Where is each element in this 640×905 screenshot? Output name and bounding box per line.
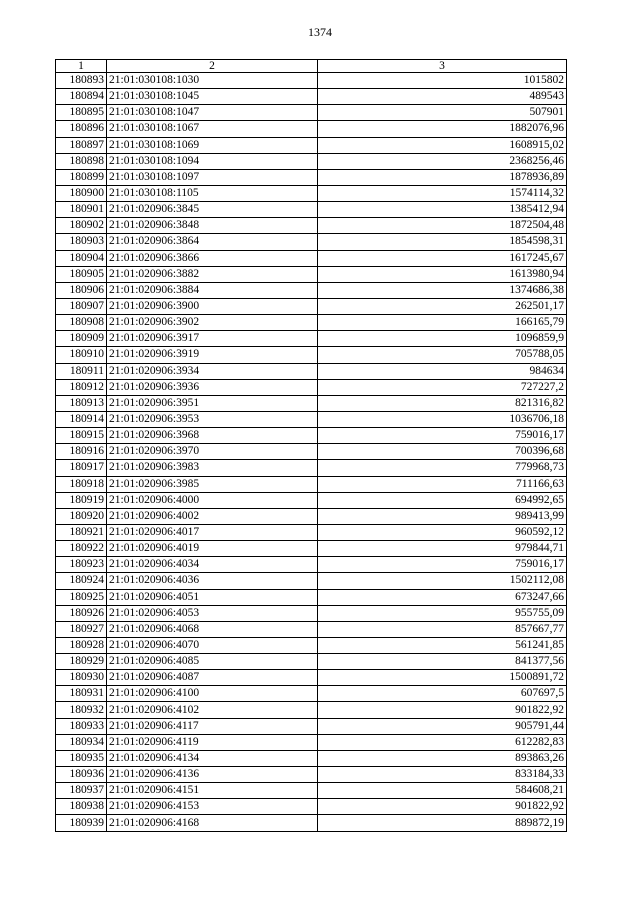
cadastral-number-cell: 21:01:030108:1067: [107, 121, 318, 137]
table-row: [56, 105, 567, 121]
table-row: [56, 153, 567, 169]
cadastral-value-cell: 1608915,02: [318, 137, 567, 153]
table-row: [56, 89, 567, 105]
row-number-cell: 180934: [56, 734, 107, 750]
cadastral-value-cell: 759016,17: [318, 557, 567, 573]
row-number-cell: 180916: [56, 444, 107, 460]
cadastral-value-cell: 1502112,08: [318, 573, 567, 589]
cadastral-number-cell: 21:01:020906:3902: [107, 315, 318, 331]
cadastral-value-cell: 612282,83: [318, 734, 567, 750]
cadastral-value-cell: 705788,05: [318, 347, 567, 363]
table-row: [56, 767, 567, 783]
row-number-cell: 180900: [56, 185, 107, 201]
cadastral-value-cell: 262501,17: [318, 298, 567, 314]
row-number-cell: 180915: [56, 428, 107, 444]
table-row: [56, 799, 567, 815]
cadastral-number-cell: 21:01:020906:3845: [107, 202, 318, 218]
row-number-cell: 180929: [56, 654, 107, 670]
table-row: [56, 492, 567, 508]
cadastral-number-cell: 21:01:020906:3934: [107, 363, 318, 379]
cadastral-number-cell: 21:01:030108:1030: [107, 73, 318, 89]
cadastral-number-cell: 21:01:020906:3900: [107, 298, 318, 314]
cadastral-number-cell: 21:01:020906:3884: [107, 282, 318, 298]
row-number-cell: 180895: [56, 105, 107, 121]
cadastral-value-cell: 1882076,96: [318, 121, 567, 137]
cadastral-value-table: [55, 59, 567, 832]
row-number-cell: 180927: [56, 621, 107, 637]
cadastral-number-cell: 21:01:020906:3985: [107, 476, 318, 492]
row-number-cell: 180939: [56, 815, 107, 831]
row-number-cell: 180897: [56, 137, 107, 153]
cadastral-number-cell: 21:01:020906:3917: [107, 331, 318, 347]
cadastral-number-cell: 21:01:020906:4168: [107, 815, 318, 831]
table-row: [56, 702, 567, 718]
row-number-cell: 180917: [56, 460, 107, 476]
cadastral-number-cell: 21:01:020906:4100: [107, 686, 318, 702]
cadastral-number-cell: 21:01:020906:4068: [107, 621, 318, 637]
cadastral-number-cell: 21:01:030108:1045: [107, 89, 318, 105]
row-number-cell: 180930: [56, 670, 107, 686]
row-number-cell: 180921: [56, 524, 107, 540]
cadastral-number-cell: 21:01:020906:3882: [107, 266, 318, 282]
cadastral-value-cell: 984634: [318, 363, 567, 379]
table-row: [56, 734, 567, 750]
table-body: [56, 73, 567, 832]
cadastral-value-cell: 821316,82: [318, 395, 567, 411]
table-row: [56, 573, 567, 589]
table-header-row: [56, 60, 567, 73]
cadastral-value-cell: 1613980,94: [318, 266, 567, 282]
row-number-cell: 180923: [56, 557, 107, 573]
cadastral-number-cell: 21:01:020906:4136: [107, 767, 318, 783]
cadastral-number-cell: 21:01:030108:1047: [107, 105, 318, 121]
cadastral-number-cell: 21:01:020906:4151: [107, 783, 318, 799]
row-number-cell: 180922: [56, 541, 107, 557]
row-number-cell: 180906: [56, 282, 107, 298]
cadastral-number-cell: 21:01:020906:4017: [107, 524, 318, 540]
cadastral-value-cell: 960592,12: [318, 524, 567, 540]
cadastral-value-cell: 759016,17: [318, 428, 567, 444]
cadastral-value-cell: 889872,19: [318, 815, 567, 831]
cadastral-number-cell: 21:01:030108:1097: [107, 169, 318, 185]
cadastral-value-cell: 673247,66: [318, 589, 567, 605]
cadastral-value-cell: 166165,79: [318, 315, 567, 331]
cadastral-number-cell: 21:01:020906:3866: [107, 250, 318, 266]
row-number-cell: 180935: [56, 750, 107, 766]
cadastral-number-cell: 21:01:020906:3919: [107, 347, 318, 363]
table-row: [56, 605, 567, 621]
table-row: [56, 541, 567, 557]
row-number-cell: 180911: [56, 363, 107, 379]
table-row: [56, 169, 567, 185]
row-number-cell: 180907: [56, 298, 107, 314]
table-row: [56, 444, 567, 460]
row-number-cell: 180928: [56, 637, 107, 653]
cadastral-number-cell: 21:01:020906:4019: [107, 541, 318, 557]
cadastral-value-cell: 561241,85: [318, 637, 567, 653]
row-number-cell: 180914: [56, 411, 107, 427]
cadastral-number-cell: 21:01:020906:4117: [107, 718, 318, 734]
cadastral-value-cell: 507901: [318, 105, 567, 121]
table-row: [56, 395, 567, 411]
table-row: [56, 476, 567, 492]
cadastral-number-cell: 21:01:020906:3848: [107, 218, 318, 234]
cadastral-value-cell: 1617245,67: [318, 250, 567, 266]
row-number-cell: 180925: [56, 589, 107, 605]
page-number: 1374: [308, 25, 332, 39]
cadastral-value-cell: 1878936,89: [318, 169, 567, 185]
cadastral-value-cell: 1096859,9: [318, 331, 567, 347]
table-row: [56, 621, 567, 637]
cadastral-value-cell: 979844,71: [318, 541, 567, 557]
row-number-cell: 180932: [56, 702, 107, 718]
cadastral-number-cell: 21:01:020906:3864: [107, 234, 318, 250]
table-row: [56, 347, 567, 363]
row-number-cell: 180896: [56, 121, 107, 137]
cadastral-value-cell: 833184,33: [318, 767, 567, 783]
table-row: [56, 73, 567, 89]
cadastral-number-cell: 21:01:020906:3983: [107, 460, 318, 476]
row-number-cell: 180919: [56, 492, 107, 508]
cadastral-value-cell: 727227,2: [318, 379, 567, 395]
table-row: [56, 508, 567, 524]
row-number-cell: 180924: [56, 573, 107, 589]
cadastral-value-cell: 1574114,32: [318, 185, 567, 201]
table-row: [56, 783, 567, 799]
column-header-3: 3: [318, 60, 567, 73]
cadastral-value-cell: 1036706,18: [318, 411, 567, 427]
cadastral-value-cell: 989413,99: [318, 508, 567, 524]
row-number-cell: 180926: [56, 605, 107, 621]
table-row: [56, 282, 567, 298]
table-row: [56, 654, 567, 670]
cadastral-number-cell: 21:01:020906:4000: [107, 492, 318, 508]
cadastral-value-cell: 893863,26: [318, 750, 567, 766]
row-number-cell: 180909: [56, 331, 107, 347]
cadastral-number-cell: 21:01:020906:3936: [107, 379, 318, 395]
cadastral-number-cell: 21:01:020906:4036: [107, 573, 318, 589]
table-row: [56, 298, 567, 314]
cadastral-number-cell: 21:01:020906:3953: [107, 411, 318, 427]
table-row: [56, 137, 567, 153]
cadastral-number-cell: 21:01:020906:3968: [107, 428, 318, 444]
row-number-cell: 180899: [56, 169, 107, 185]
table-row: [56, 234, 567, 250]
table-row: [56, 250, 567, 266]
cadastral-number-cell: 21:01:030108:1094: [107, 153, 318, 169]
cadastral-number-cell: 21:01:020906:4134: [107, 750, 318, 766]
table-row: [56, 686, 567, 702]
cadastral-value-cell: 584608,21: [318, 783, 567, 799]
row-number-cell: 180933: [56, 718, 107, 734]
table-row: [56, 589, 567, 605]
table-row: [56, 460, 567, 476]
row-number-cell: 180902: [56, 218, 107, 234]
cadastral-number-cell: 21:01:020906:4087: [107, 670, 318, 686]
row-number-cell: 180898: [56, 153, 107, 169]
cadastral-number-cell: 21:01:030108:1069: [107, 137, 318, 153]
cadastral-value-cell: 1872504,48: [318, 218, 567, 234]
table-row: [56, 218, 567, 234]
cadastral-value-cell: 1015802: [318, 73, 567, 89]
row-number-cell: 180901: [56, 202, 107, 218]
cadastral-number-cell: 21:01:020906:4002: [107, 508, 318, 524]
table-row: [56, 815, 567, 831]
table-row: [56, 185, 567, 201]
row-number-cell: 180931: [56, 686, 107, 702]
cadastral-value-cell: 1385412,94: [318, 202, 567, 218]
cadastral-value-cell: 607697,5: [318, 686, 567, 702]
cadastral-number-cell: 21:01:020906:4102: [107, 702, 318, 718]
row-number-cell: 180908: [56, 315, 107, 331]
table-row: [56, 331, 567, 347]
row-number-cell: 180913: [56, 395, 107, 411]
cadastral-value-cell: 711166,63: [318, 476, 567, 492]
cadastral-number-cell: 21:01:020906:4053: [107, 605, 318, 621]
cadastral-number-cell: 21:01:020906:4034: [107, 557, 318, 573]
cadastral-number-cell: 21:01:020906:4051: [107, 589, 318, 605]
table-row: [56, 202, 567, 218]
cadastral-number-cell: 21:01:020906:4153: [107, 799, 318, 815]
cadastral-value-cell: 841377,56: [318, 654, 567, 670]
cadastral-value-cell: 905791,44: [318, 718, 567, 734]
table-row: [56, 266, 567, 282]
table-row: [56, 379, 567, 395]
table-row: [56, 315, 567, 331]
cadastral-value-cell: 901822,92: [318, 702, 567, 718]
table-row: [56, 637, 567, 653]
cadastral-number-cell: 21:01:020906:4085: [107, 654, 318, 670]
table-row: [56, 718, 567, 734]
table-row: [56, 524, 567, 540]
cadastral-value-cell: 857667,77: [318, 621, 567, 637]
table-row: [56, 363, 567, 379]
row-number-cell: 180910: [56, 347, 107, 363]
cadastral-value-cell: 1854598,31: [318, 234, 567, 250]
table-row: [56, 557, 567, 573]
row-number-cell: 180936: [56, 767, 107, 783]
table-row: [56, 750, 567, 766]
table-row: [56, 670, 567, 686]
column-header-2: 2: [107, 60, 318, 73]
cadastral-value-cell: 489543: [318, 89, 567, 105]
row-number-cell: 180905: [56, 266, 107, 282]
cadastral-value-cell: 955755,09: [318, 605, 567, 621]
cadastral-value-cell: 1500891,72: [318, 670, 567, 686]
row-number-cell: 180893: [56, 73, 107, 89]
cadastral-number-cell: 21:01:020906:3951: [107, 395, 318, 411]
cadastral-value-cell: 779968,73: [318, 460, 567, 476]
table-row: [56, 428, 567, 444]
row-number-cell: 180904: [56, 250, 107, 266]
column-header-1: 1: [56, 60, 107, 73]
table-row: [56, 121, 567, 137]
row-number-cell: 180920: [56, 508, 107, 524]
cadastral-number-cell: 21:01:030108:1105: [107, 185, 318, 201]
cadastral-number-cell: 21:01:020906:3970: [107, 444, 318, 460]
table-row: [56, 411, 567, 427]
row-number-cell: 180912: [56, 379, 107, 395]
cadastral-value-cell: 700396,68: [318, 444, 567, 460]
cadastral-value-cell: 2368256,46: [318, 153, 567, 169]
row-number-cell: 180918: [56, 476, 107, 492]
cadastral-number-cell: 21:01:020906:4070: [107, 637, 318, 653]
cadastral-value-cell: 1374686,38: [318, 282, 567, 298]
row-number-cell: 180937: [56, 783, 107, 799]
cadastral-value-cell: 694992,65: [318, 492, 567, 508]
row-number-cell: 180938: [56, 799, 107, 815]
row-number-cell: 180903: [56, 234, 107, 250]
cadastral-number-cell: 21:01:020906:4119: [107, 734, 318, 750]
row-number-cell: 180894: [56, 89, 107, 105]
cadastral-value-cell: 901822,92: [318, 799, 567, 815]
